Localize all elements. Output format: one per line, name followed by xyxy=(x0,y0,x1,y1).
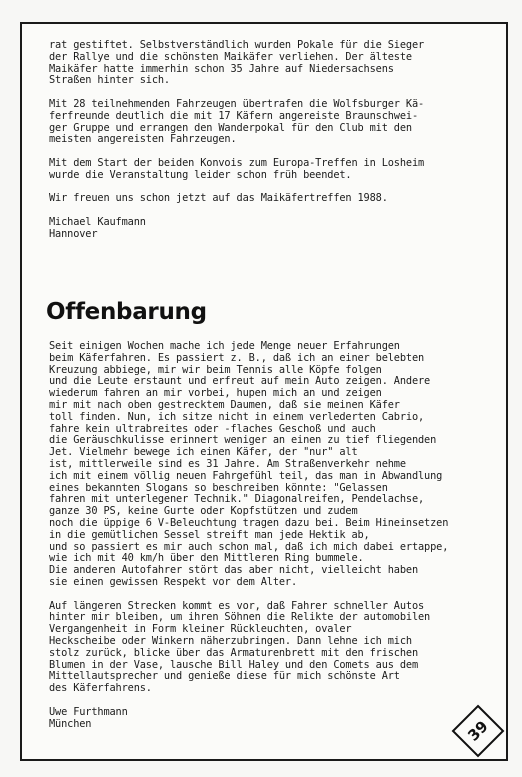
article-section xyxy=(49,341,490,730)
intro-signature-name: Michael Kaufmann xyxy=(49,215,146,228)
intro-paragraph-1: rat gestiftet. Selbstverständlich wurden Pokale für die Sieger der Rallye und die schönsten Maikäfer verliehen. Der älteste Maikäfer hatte immerhin schon 35 Jahre auf Niedersachsens Straßen hinter sich. xyxy=(49,39,425,87)
article-signature-name: Uwe Furthmann xyxy=(49,705,128,718)
page-frame xyxy=(20,22,508,761)
intro-paragraph-4: Wir freuen uns schon jetzt auf das Maikäfertreffen 1988. xyxy=(49,192,388,205)
article-title: Offenbarung xyxy=(46,299,207,325)
article-paragraph-1: Seit einigen Wochen mache ich jede Menge neuer Erfahrungen beim Käferfahren. Es passiert z. B., daß ich an einer belebten Kreuzung abbiege, mir wir beim Tennis alle Köpfe folgen und die Leute erstaunt und erfreut auf mein Auto zeigen. Andere wiederum fahren an mir vorbei, hupen mich an und zeigen mir mit nach oben gestrecktem Daumen, daß sie meinen Käfer toll finden. Nun, ich sitze nicht in einem verlederten Cabrio, fahre kein ultrabreites oder -flaches Geschoß und auch die Geräuschkulisse erinnert weniger an einen zu tief fliegenden Jet. Vielmehr bewege ich einen Käfer, der "nur" alt ist, mittlerweile sind es 31 Jahre. Am Straßenverkehr nehme ich mit einem völlig neuen Fahrgefühl teil, das man in Abwandlung eines bekannten Slogans so beschreiben könnte: "Gelassen fahren mit unterlegener Technik." Diagonalreifen, Pendelachse, ganze 30 PS, keine Gurte oder Kopfstützen und zudem noch die üppige 6 V-Beleuchtung tragen dazu bei. Beim Hineinsetzen in die gemütlichen Sessel streift man jede Hektik ab, und so passiert es mir auch schon mal, daß ich mich dabei ertappe, wie ich mit 40 km/h über den Mittleren Ring bummele. Die anderen Autofahrer stört das aber nicht, vielleicht haben sie einen gewissen Respekt vor dem Alter. xyxy=(49,340,449,588)
article-signature-city: München xyxy=(49,717,92,730)
page-number-badge xyxy=(450,703,506,759)
intro-signature-city: Hannover xyxy=(49,227,98,240)
intro-paragraph-2: Mit 28 teilnehmenden Fahrzeugen übertrafen die Wolfsburger Kä- ferfreunde deutlich die mit 17 Käfern angereiste Braunschwei- ger Gruppe und errangen den Wanderpokal für den Club mit den meisten angereisten Fahrzeugen. xyxy=(49,97,425,146)
intro-section xyxy=(49,40,490,241)
article-paragraph-2: Auf längeren Strecken kommt es vor, daß Fahrer schneller Autos hinter mir bleiben, um ihren Söhnen die Relikte der automobilen Vergangenheit in Form kleiner Rückleuchten, ovaler Heckscheibe oder Winkern näherzubringen. Dann lehne ich mich stolz zurück, blicke über das Armaturenbrett mit den frischen Blumen in der Vase, lausche Bill Haley und den Comets aus dem Mittellautsprecher und genieße diese für mich schönste Art des Käferfahrens. xyxy=(49,599,431,695)
intro-paragraph-3: Mit dem Start der beiden Konvois zum Europa-Treffen in Losheim wurde die Veranstaltung leider schon früh beendet. xyxy=(49,156,425,181)
page-number: 39 xyxy=(464,717,492,745)
